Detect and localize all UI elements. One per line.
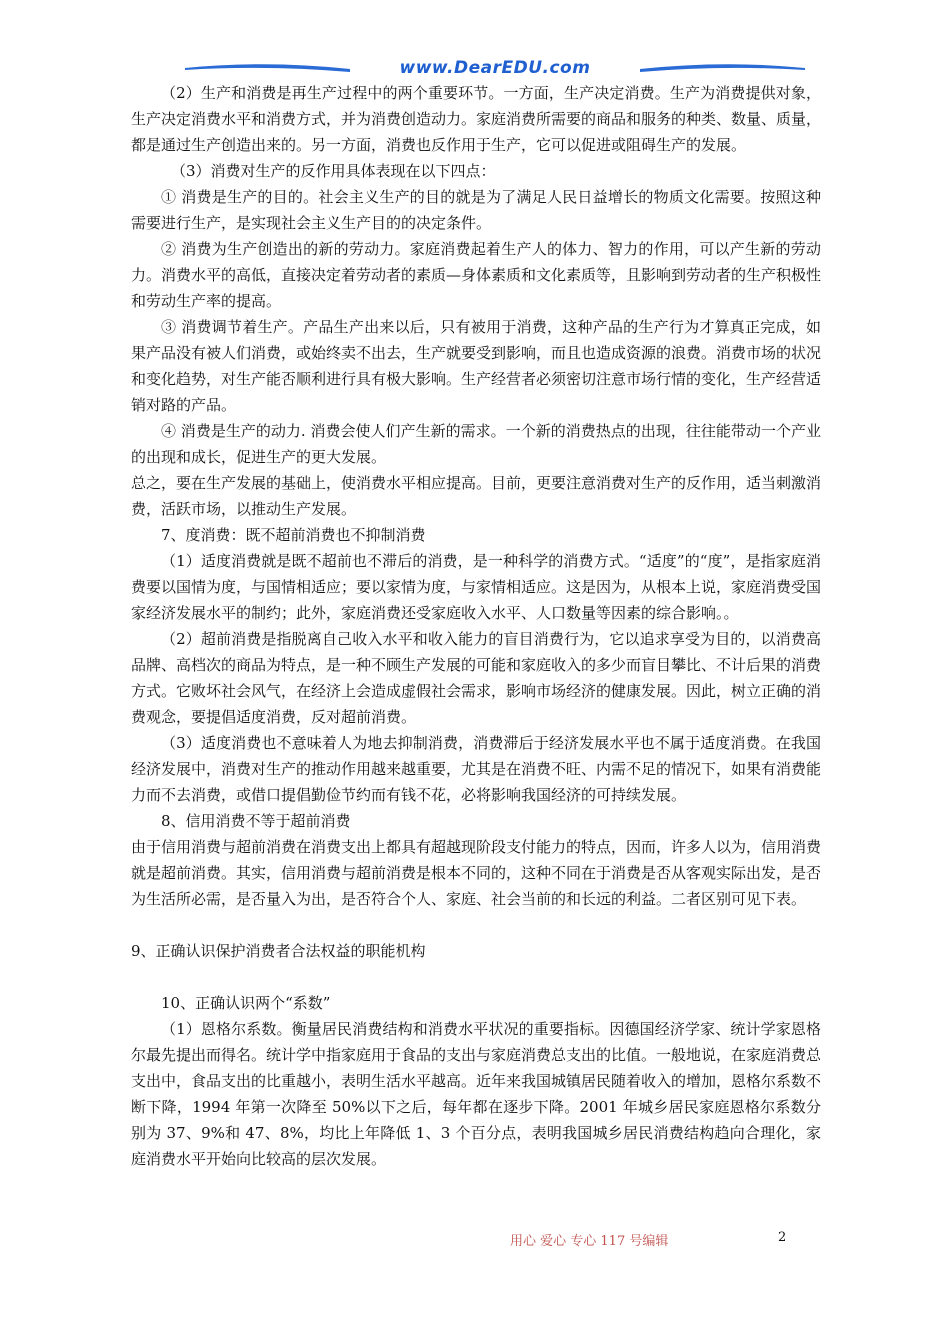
paragraph: （2）超前消费是指脱离自己收入水平和收入能力的盲目消费行为，它以追求享受为目的，以消费高品牌、高档次的商品为特点，是一种不顾生产发展的可能和家庭收入的多少而盲目攀比、不计后果的消费方式。它败坏社会风气，在经济上会造成虚假社会需求，影响市场经济的健康发展。因此，树立正确的消费观念，要提倡适度消费，反对超前消费。: [131, 630, 822, 726]
page-footer: [0, 1230, 950, 1252]
paragraph: （3）消费对生产的反作用具体表现在以下四点：: [171, 162, 496, 180]
paragraph: ② 消费为生产创造出的新的劳动力。家庭消费起着生产人的体力、智力的作用，可以产生新的劳动力。消费水平的高低，直接决定着劳动者的素质—身体素质和文化素质等，且影响到劳动者的生产积极性和劳动生产率的提高。: [131, 240, 822, 310]
blank-line: [131, 912, 821, 938]
document-body: [131, 80, 821, 1172]
page-number: 2: [778, 1230, 787, 1245]
section-heading: 7、度消费：既不超前消费也不抑制消费: [161, 526, 426, 544]
paragraph: （1）适度消费就是既不超前也不滞后的消费，是一种科学的消费方式。“适度”的“度”，是指家庭消费要以国情为度，与国情相适应；要以家情为度，与家情相适应。这是因为，从根本上说，家庭消费受国家经济发展水平的制约；此外，家庭消费还受家庭收入水平、人口数量等因素的综合影响。。: [131, 552, 822, 622]
section-heading: 10、正确认识两个“系数”: [161, 994, 331, 1012]
section-heading: 9、正确认识保护消费者合法权益的职能机构: [131, 942, 426, 960]
paragraph: ④ 消费是生产的动力. 消费会使人们产生新的需求。一个新的消费热点的出现，往往能带动一个产业的出现和成长，促进生产的更大发展。: [131, 422, 821, 466]
site-header: [175, 56, 815, 82]
site-logo-text: www.DearEDU.com: [399, 58, 591, 78]
paragraph: 由于信用消费与超前消费在消费支出上都具有超越现阶段支付能力的特点，因而，许多人以为，信用消费就是超前消费。其实，信用消费与超前消费是根本不同的，这种不同在于消费是否从客观实际出发，是否为生活所必需，是否量入为出，是否符合个人、家庭、社会当前的和长远的利益。二者区别可见下表。: [131, 838, 822, 908]
paragraph: 总之，要在生产发展的基础上，使消费水平相应提高。目前，更要注意消费对生产的反作用，适当刺激消费，活跃市场，以推动生产发展。: [131, 474, 822, 518]
paragraph: （3）适度消费也不意味着人为地去抑制消费，消费滞后于经济发展水平也不属于适度消费。在我国经济发展中，消费对生产的推动作用越来越重要，尤其是在消费不旺、内需不足的情况下，如果有消费能力而不去消费，或借口提倡勤俭节约而有钱不花，必将影响我国经济的可持续发展。: [131, 734, 822, 804]
blank-line: [131, 964, 821, 990]
paragraph: （2）生产和消费是再生产过程中的两个重要环节。一方面，生产决定消费。生产为消费提供对象，生产决定消费水平和消费方式，并为消费创造动力。家庭消费所需要的商品和服务的种类、数量、质量，都是通过生产创造出来的。另一方面，消费也反作用于生产，它可以促进或阻碍生产的发展。: [131, 84, 822, 154]
paragraph: ③ 消费调节着生产。产品生产出来以后，只有被用于消费，这种产品的生产行为才算真正完成，如果产品没有被人们消费，或始终卖不出去，生产就要受到影响，而且也造成资源的浪费。消费市场的状况和变化趋势，对生产能否顺利进行具有极大影响。生产经营者必须密切注意市场行情的变化，生产经营适销对路的产品。: [131, 318, 822, 414]
paragraph: ① 消费是生产的目的。社会主义生产的目的就是为了满足人民日益增长的物质文化需要。按照这种需要进行生产，是实现社会主义生产目的的决定条件。: [131, 188, 821, 232]
section-heading: 8、信用消费不等于超前消费: [161, 812, 351, 830]
footer-note: 用心 爱心 专心 117 号编辑: [510, 1234, 669, 1249]
paragraph: （1）恩格尔系数。衡量居民消费结构和消费水平状况的重要指标。因德国经济学家、统计学家恩格尔最先提出而得名。统计学中指家庭用于食品的支出与家庭消费总支出的比值。一般地说，在家庭消费总支出中，食品支出的比重越小，表明生活水平越高。近年来我国城镇居民随着收入的增加，恩格尔系数不断下降，1994 年第一次降至 50%以下之后，每年都在逐步下降。2001 年城乡居民家庭恩格尔系数分别为 37、9%和 47、8%，均比上年降低 1、3 个百分点，表明我国城乡居民消费结构趋向合理化，家庭消费水平开始向比较高的层次发展。: [131, 1020, 822, 1168]
